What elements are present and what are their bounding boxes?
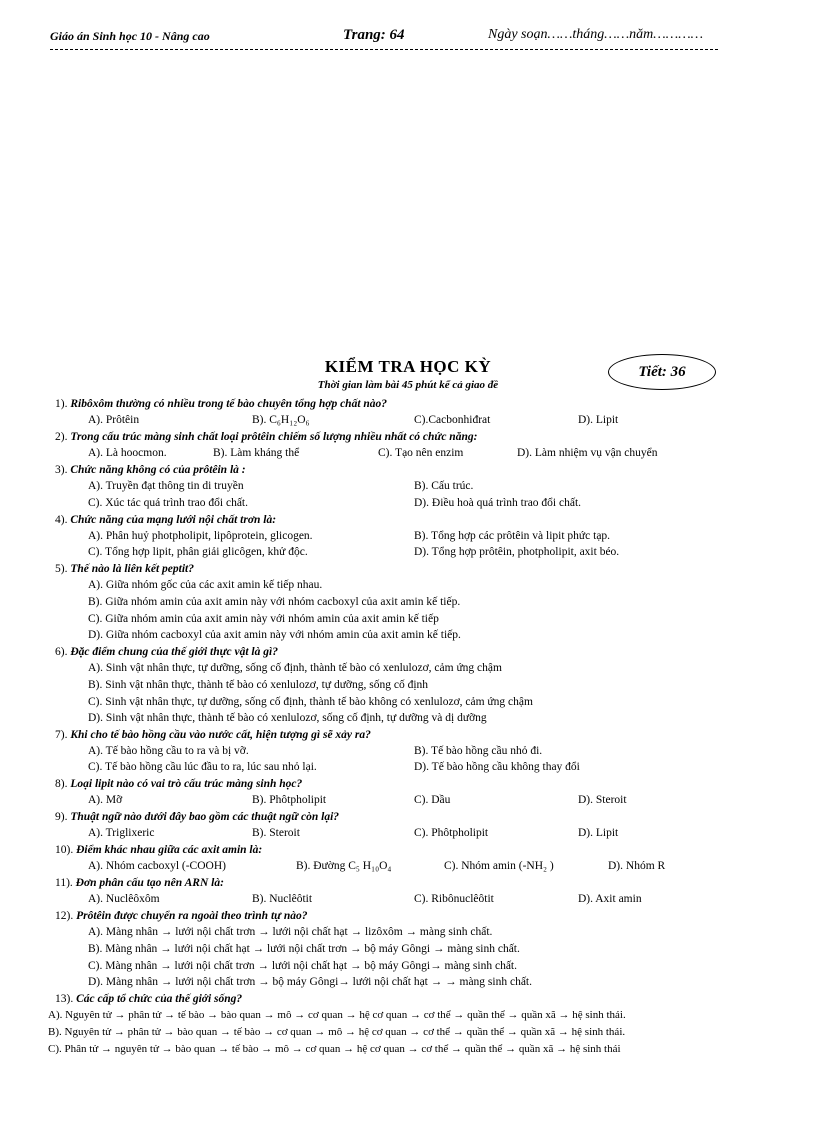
option-c: C). Ribônuclêôtit — [414, 893, 494, 905]
option-b: B). Phôtpholipit — [252, 794, 327, 806]
header-course: Giáo án Sinh học 10 - Nâng cao — [50, 29, 210, 43]
header-date-line: Ngày soạn……tháng……năm………… — [488, 27, 704, 42]
option-d: D). Lipit — [578, 827, 619, 839]
question-number: 1). — [55, 398, 68, 410]
page-title: KIỂM TRA HỌC KỲ — [324, 357, 492, 376]
option-b: B). C₆H₁₂O₆ — [252, 414, 310, 426]
question-11 — [55, 876, 224, 890]
option-d: D). Nhóm R — [608, 860, 666, 872]
option-b: B). Sinh vật nhân thực, thành tế bào có xenlulozơ, tự dưỡng, sống cố định — [88, 679, 429, 691]
option-b: B). Giữa nhóm amin của axit amin này với nhóm cacboxyl của axit amin kế tiếp. — [88, 596, 461, 608]
option-a: A). Prôtêin — [88, 414, 140, 426]
question-7 — [55, 728, 371, 742]
option-c: C). Nhóm amin (-NH₂ ) — [444, 860, 554, 872]
question-text: Thế nào là liên kết peptit? — [70, 563, 194, 575]
question-text: Khi cho tế bào hồng cầu vào nước cất, hiện tượng gì sẽ xảy ra? — [70, 729, 371, 741]
question-text: Thuật ngữ nào dưới đây bao gồm các thuật ngữ còn lại? — [70, 811, 340, 823]
question-text: Đặc điểm chung của thế giới thực vật là gì? — [70, 646, 278, 658]
option-b: B). Nuclêôtit — [252, 893, 313, 905]
option-d: D). Sinh vật nhân thực, thành tế bào có xenlulozơ, sống cố định, tự dưỡng và dị dưỡng — [88, 712, 487, 724]
header-page-number: Trang: 64 — [343, 27, 405, 43]
question-number: 6). — [55, 646, 68, 658]
option-b: B). Tế bào hồng cầu nhỏ đi. — [414, 745, 543, 757]
question-4 — [55, 513, 276, 527]
question-5 — [55, 562, 194, 576]
option-a: A). Mỡ — [88, 794, 123, 806]
option-b: B). Đường C₅ H₁₀O₄ — [296, 860, 392, 872]
option-d: D). Lipit — [578, 414, 619, 426]
question-number: 11). — [55, 877, 73, 889]
option-c: C). Xúc tác quá trình trao đổi chất. — [88, 497, 248, 509]
question-number: 2). — [55, 431, 68, 443]
question-text: Chức năng của mạng lưới nội chất trơn là: — [70, 514, 277, 526]
question-text: Loại lipit nào có vai trò cấu trúc màng sinh học? — [70, 778, 303, 790]
option-a: A). Truyền đạt thông tin di truyền — [88, 480, 244, 492]
option-d: D). Làm nhiệm vụ vận chuyển — [517, 447, 658, 459]
option-c: C). Tổng hợp lipit, phân giải glicôgen, khử độc. — [88, 546, 308, 558]
question-text: Trong cấu trúc màng sinh chất loại prôtêin chiếm số lượng nhiều nhất có chức năng: — [70, 431, 478, 443]
option-a: A). Nuclêôxôm — [88, 893, 160, 905]
option-d: D). Tổng hợp prôtêin, photpholipit, axit béo. — [414, 546, 620, 558]
option-b: B). Steroit — [252, 827, 300, 839]
option-c: C). Phân tử → nguyên tử → bào quan → tế bào → mô → cơ quan → hệ cơ quan → cơ thể → quần thể → quần xã → hệ sinh thái — [48, 1043, 621, 1055]
option-b: B). Màng nhân → lưới nội chất hạt → lưới nội chất trơn → bộ máy Gôngi → màng sinh chất. — [88, 943, 520, 955]
question-text: Các cấp tổ chức của thế giới sống? — [76, 993, 243, 1005]
option-b: B). Làm kháng thể — [213, 447, 300, 459]
question-text: Ribôxôm thường có nhiều trong tế bào chuyên tổng hợp chất nào? — [70, 398, 388, 410]
page-header — [50, 27, 718, 50]
option-c: C).Cacbonhiđrat — [414, 414, 491, 426]
option-d: D). Axit amin — [578, 893, 642, 905]
question-text: Chức năng không có của prôtêin là : — [70, 464, 246, 476]
question-number: 4). — [55, 514, 68, 526]
option-d: D). Steroit — [578, 794, 627, 806]
option-d: D). Tế bào hồng cầu không thay đổi — [414, 761, 580, 773]
option-c: C). Giữa nhóm amin của axit amin này với nhóm amin của axit amin kế tiếp — [88, 613, 439, 625]
option-c: C). Màng nhân → lưới nội chất trơn → lưới nội chất hạt → bộ máy Gôngi→ màng sinh chất. — [88, 960, 517, 972]
option-d: D). Màng nhân → lưới nội chất trơn → bộ máy Gôngi→ lưới nội chất hạt → → màng sinh chất. — [88, 976, 533, 988]
lesson-number-badge: Tiết: 36 — [608, 354, 716, 390]
option-a: A). Nhóm cacboxyl (-COOH) — [88, 860, 226, 872]
option-c: C). Phôtpholipit — [414, 827, 489, 839]
option-a: A). Sinh vật nhân thực, tự dưỡng, sống cố định, thành tế bào có xenlulozơ, cảm ứng chậm — [88, 662, 502, 674]
exam-duration: Thời gian làm bài 45 phút kể cả giao đề — [317, 379, 499, 391]
option-b: B). Cấu trúc. — [414, 480, 474, 492]
question-10 — [55, 843, 262, 857]
option-c: C). Dầu — [414, 794, 451, 806]
question-number: 12). — [55, 910, 74, 922]
option-d: D). Giữa nhóm cacboxyl của axit amin này với nhóm amin của axit amin kế tiếp. — [88, 629, 461, 641]
question-1 — [55, 397, 387, 411]
option-c: C). Tế bào hồng cầu lúc đầu to ra, lúc sau nhỏ lại. — [88, 761, 317, 773]
question-9 — [55, 810, 339, 824]
question-text: Prôtêin được chuyển ra ngoài theo trình tự nào? — [76, 910, 308, 922]
question-text: Điểm khác nhau giữa các axit amin là: — [76, 844, 263, 856]
option-a: A). Giữa nhóm gốc của các axit amin kế tiếp nhau. — [88, 579, 323, 591]
option-a: A). Phân huỷ photpholipit, lipôprotein, glicogen. — [88, 530, 313, 542]
question-12 — [55, 909, 308, 923]
option-c: C). Tạo nên enzim — [378, 447, 464, 459]
question-number: 5). — [55, 563, 68, 575]
question-number: 8). — [55, 778, 68, 790]
question-3 — [55, 463, 246, 477]
question-number: 9). — [55, 811, 68, 823]
option-b: B). Tổng hợp các prôtêin và lipit phức tạp. — [414, 530, 611, 542]
question-number: 3). — [55, 464, 68, 476]
question-text: Đơn phân cấu tạo nên ARN là: — [75, 877, 224, 889]
question-13 — [55, 992, 242, 1006]
option-a: A). Tế bào hồng cầu to ra và bị vỡ. — [88, 745, 249, 757]
option-c: C). Sinh vật nhân thực, tự dưỡng, sống cố định, thành tế bào không có xenlulozơ, cảm ứng chậm — [88, 696, 533, 708]
question-2 — [55, 430, 477, 444]
question-number: 13). — [55, 993, 74, 1005]
option-a: A). Màng nhân → lưới nội chất trơn → lưới nội chất hạt → lizôxôm → màng sinh chất. — [88, 926, 493, 938]
option-a: A). Nguyên tử → phân tử → tế bào → bào quan → mô → cơ quan → hệ cơ quan → cơ thể → quần thể → quần xã → hệ sinh thái. — [48, 1009, 626, 1021]
option-d: D). Điều hoà quá trình trao đổi chất. — [414, 497, 582, 509]
option-b: B). Nguyên tử → phân tử → bào quan → tế bào → cơ quan → mô → hệ cơ quan → cơ thể → quần thể → quần xã → hệ sinh thái. — [48, 1026, 626, 1038]
question-8 — [55, 777, 302, 791]
question-6 — [55, 645, 278, 659]
option-a: A). Triglixeric — [88, 827, 155, 839]
question-number: 10). — [55, 844, 74, 856]
option-a: A). Là hoocmon. — [88, 447, 167, 459]
question-number: 7). — [55, 729, 68, 741]
